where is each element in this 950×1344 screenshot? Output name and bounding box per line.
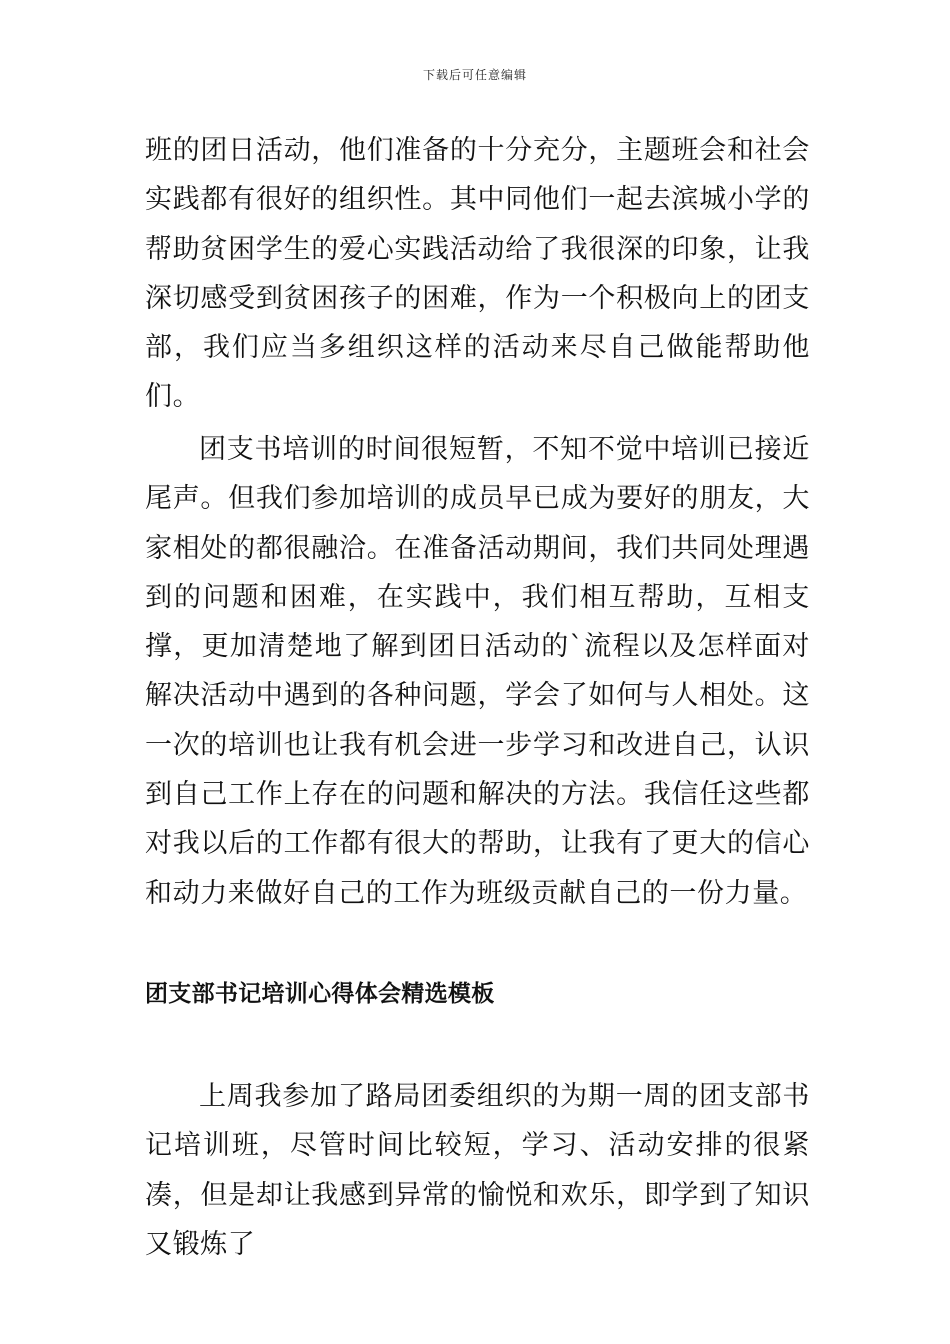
body-paragraph-2: 团支书培训的时间很短暂，不知不觉中培训已接近尾声。但我们参加培训的成员早已成为要好的朋友，大家相处的都很融洽。在准备活动期间，我们共同处理遇到的问题和困难，在实践中，我们相互帮助，互相支撑，更加清楚地了解到团日活动的`流程以及怎样面对解决活动中遇到的各种问题，学会了如何与人相处。这一次的培训也让我有机会进一步学习和改进自己，认识到自己工作上存在的问题和解决的方法。我信任这些都对我以后的工作都有很大的帮助，让我有了更大的信心和动力来做好自己的工作为班级贡献自己的一份力量。 — [145, 434, 810, 909]
section-heading: 团支部书记培训心得体会精选模板 — [145, 980, 495, 1007]
page-header: 下载后可任意编辑 — [422, 68, 527, 82]
body-paragraph-3: 上周我参加了路局团委组织的为期一周的团支部书记培训班，尽管时间比较短，学习、活动安排的很紧凑，但是却让我感到异常的愉悦和欢乐，即学到了知识又锻炼了 — [145, 1081, 810, 1260]
body-paragraph-1: 班的团日活动，他们准备的十分充分，主题班会和社会实践都有很好的组织性。其中同他们一起去滨城小学的帮助贫困学生的爱心实践活动给了我很深的印象，让我深切感受到贫困孩子的困难，作为一个积极向上的团支部，我们应当多组织这样的活动来尽自己做能帮助他们。 — [145, 135, 810, 413]
